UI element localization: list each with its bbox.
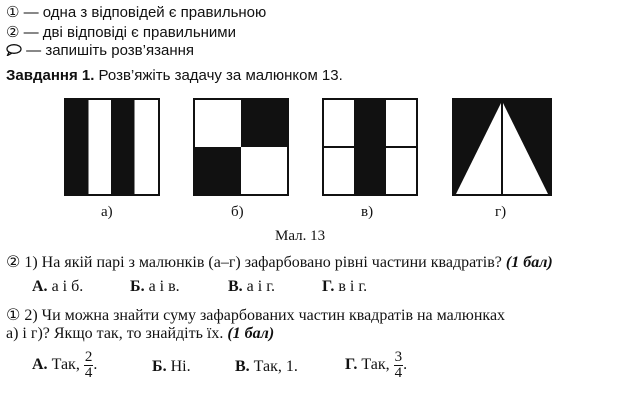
figure-caption: Мал. 13 xyxy=(275,228,326,244)
figure-g-drawing xyxy=(452,98,552,196)
q2-option-v[interactable] xyxy=(235,358,298,376)
question-1 xyxy=(6,252,553,272)
question-2-line-1: 2) Чи можна знайти суму зафарбованих частин квадратів на малюнках xyxy=(24,307,506,324)
option-letter: В. xyxy=(228,278,243,295)
q2-option-g[interactable] xyxy=(345,350,407,381)
option-text: в і г. xyxy=(338,278,368,295)
task-label: Завдання 1. xyxy=(6,67,95,84)
legend-item-one-answer xyxy=(6,3,266,21)
option-letter: Г. xyxy=(345,356,358,374)
option-text: а і г. xyxy=(246,278,275,295)
option-text: Так, 1. xyxy=(253,358,298,375)
figure-b xyxy=(193,98,289,196)
option-end: . xyxy=(403,356,408,374)
marker-one-icon: ① xyxy=(6,307,21,324)
fraction-numerator: 3 xyxy=(394,349,403,365)
option-end: . xyxy=(93,356,98,374)
option-letter: Б. xyxy=(152,358,167,375)
option-text: Так, xyxy=(361,356,390,374)
legend-text: — дві відповіді є правильними xyxy=(23,24,236,41)
marker-two-icon: ② xyxy=(6,254,21,271)
option-letter: А. xyxy=(32,356,48,374)
task-text: Розв’яжіть задачу за малюнком 13. xyxy=(98,67,343,84)
fraction xyxy=(394,350,404,381)
speech-bubble-icon xyxy=(6,44,22,56)
q1-option-a[interactable] xyxy=(32,278,83,296)
marker-one-icon: ① xyxy=(6,4,20,21)
option-text: Так, xyxy=(51,356,80,374)
figure-a-drawing xyxy=(64,98,160,196)
option-text: а і б. xyxy=(51,278,84,295)
figure-g xyxy=(452,98,552,196)
question-1-text: 1) На якій парі з малюнків (а–г) зафарбовано рівні частини квадратів? (1 бал) xyxy=(24,254,553,271)
q1-option-v[interactable] xyxy=(228,278,275,296)
fraction-denominator: 4 xyxy=(84,365,93,381)
figure-a-label: а) xyxy=(101,204,113,220)
points-note: (1 бал) xyxy=(227,325,275,342)
figure-v-drawing xyxy=(322,98,418,196)
legend-text: — запишіть розв’язання xyxy=(26,42,195,59)
question-2 xyxy=(6,305,505,325)
q2-option-b[interactable] xyxy=(152,358,191,376)
figure-b-drawing xyxy=(193,98,289,196)
task-heading xyxy=(6,67,343,84)
legend-item-two-answers xyxy=(6,23,236,41)
figure-v-label: в) xyxy=(361,204,374,220)
legend-item-write-solution xyxy=(6,42,194,59)
fraction xyxy=(84,350,94,381)
figure-a xyxy=(64,98,160,196)
option-letter: Г. xyxy=(322,278,335,295)
marker-two-icon: ② xyxy=(6,24,20,41)
figure-b-label: б) xyxy=(231,204,244,220)
points-note: (1 бал) xyxy=(505,254,553,271)
option-letter: Б. xyxy=(130,278,145,295)
option-text: Ні. xyxy=(170,358,191,375)
q2-option-a[interactable] xyxy=(32,350,97,381)
fraction-denominator: 4 xyxy=(394,365,403,381)
option-letter: А. xyxy=(32,278,48,295)
figure-v xyxy=(322,98,418,196)
q1-option-g[interactable] xyxy=(322,278,367,296)
question-2-line-2: а) і г)? Якщо так, то знайдіть їх. (1 бал) xyxy=(6,325,275,342)
q1-option-b[interactable] xyxy=(130,278,180,296)
option-letter: В. xyxy=(235,358,250,375)
figure-g-label: г) xyxy=(495,204,507,220)
question-2-line-2-wrap xyxy=(6,325,274,343)
option-text: а і в. xyxy=(148,278,180,295)
legend-text: — одна з відповідей є правильною xyxy=(23,4,267,21)
fraction-numerator: 2 xyxy=(84,349,93,365)
